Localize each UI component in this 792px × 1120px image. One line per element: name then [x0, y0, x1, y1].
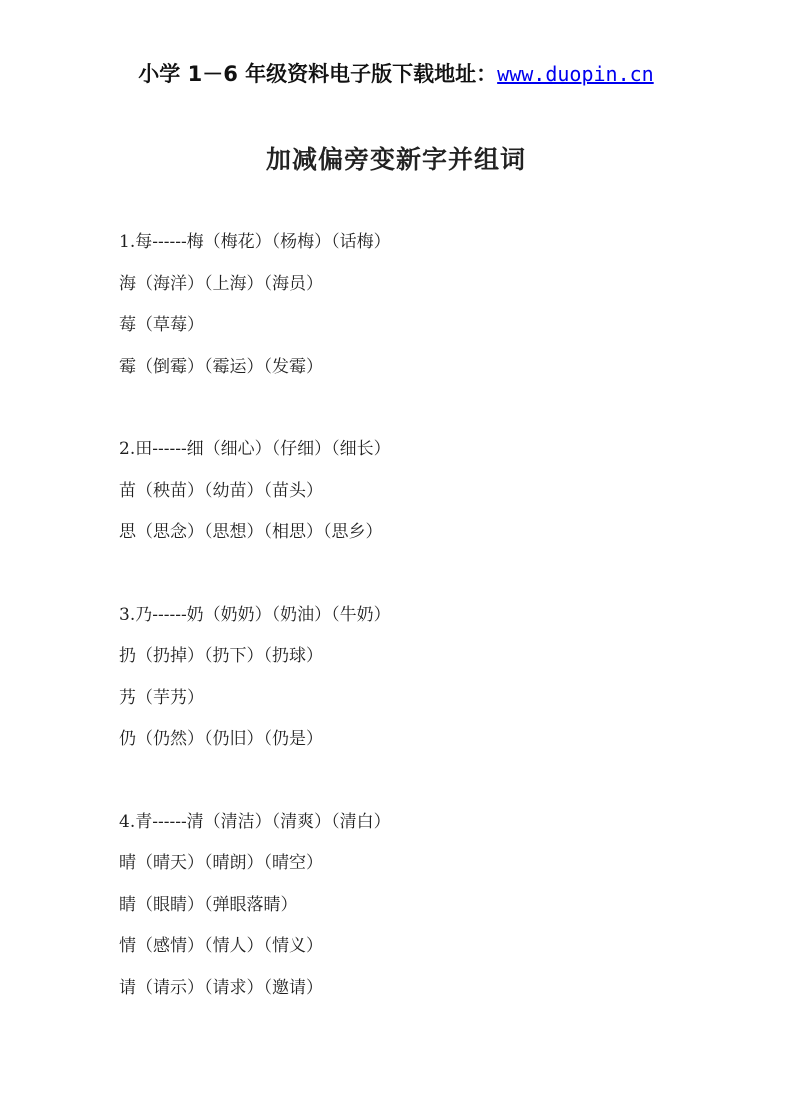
word-line: 扔（扔掉）（扔下）（扔球） [119, 646, 323, 666]
word-line: 情（感情）（情人）（情义） [119, 936, 323, 956]
word-line: 霉（倒霉）（霉运）（发霉） [119, 356, 323, 377]
word-line: 4.青------清（清洁）（清爽）（清白） [119, 811, 391, 832]
word-group-2 [119, 435, 739, 560]
page-title: 加减偏旁变新字并组词 [265, 145, 526, 174]
word-line: 晴（晴天）（晴朗）（晴空） [119, 853, 323, 873]
word-line: 莓（草莓） [119, 315, 204, 335]
word-line: 仍（仍然）（仍旧）（仍是） [119, 729, 323, 749]
word-line: 睛（眼睛）（弹眼落睛） [119, 894, 298, 915]
header-text: 小学 1－6 年级资料电子版下载地址： [138, 62, 498, 86]
word-line: 艿（芋艿） [119, 687, 204, 708]
word-line: 3.乃------奶（奶奶）（奶油）（牛奶） [119, 604, 391, 625]
word-line: 请（请示）（请求）（邀请） [119, 977, 323, 998]
word-line: 2.田------细（细心）（仔细）（细长） [119, 439, 391, 459]
word-line: 思（思念）（思想）（相思）（思乡） [119, 522, 383, 542]
word-group-4 [119, 808, 739, 1016]
word-group-3 [119, 601, 739, 767]
download-link[interactable]: www.duopin.cn [497, 62, 654, 86]
word-line: 1.每------梅（梅花）（杨梅）（话梅） [119, 232, 391, 252]
word-group-1 [119, 228, 739, 394]
word-line: 海（海洋）（上海）（海员） [119, 273, 323, 294]
word-line: 苗（秧苗）（幼苗）（苗头） [119, 480, 323, 501]
download-header [0, 58, 792, 88]
word-groups [119, 228, 739, 1056]
